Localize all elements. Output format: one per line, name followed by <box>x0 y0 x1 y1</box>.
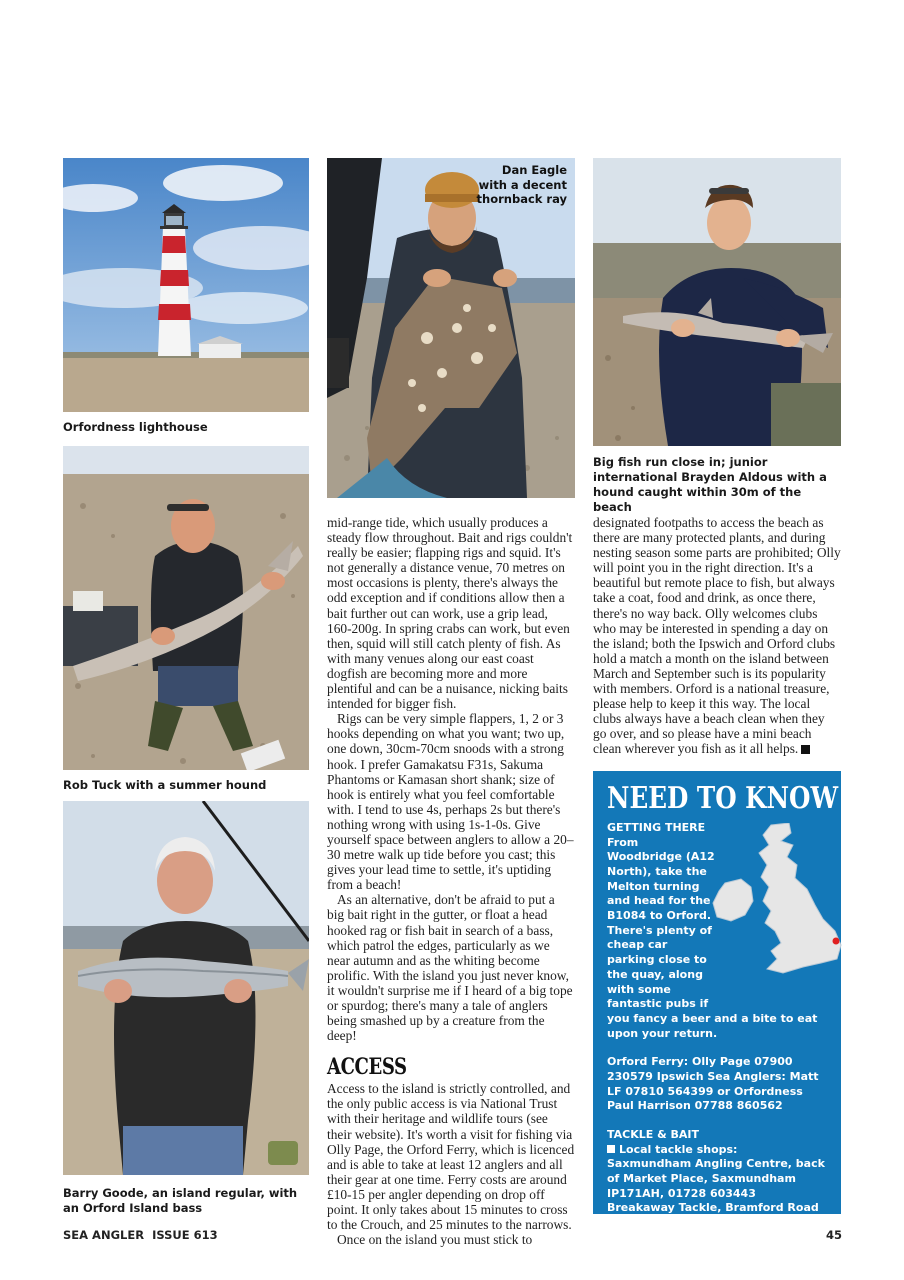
dan-eagle-caption: Dan Eagle with a decent thornback ray <box>476 163 567 206</box>
brayden-photo <box>593 158 841 446</box>
need-to-know-box <box>593 771 841 1230</box>
rob-tuck-photo <box>63 446 309 770</box>
article-paragraph: Once on the island you must stick to <box>337 1232 533 1248</box>
dan-eagle-photo <box>327 158 575 498</box>
uk-map-icon <box>711 823 861 983</box>
brayden-caption: Big fish run close in; junior international Brayden Aldous with a hound caught within 30m of the beach <box>593 455 827 514</box>
getting-there-text: From Woodbridge (A12 North), take the Melton turning and head for the B1084 to Orford. There's plenty of cheap car parking close to the quay, along with some fantastic pubs if <box>607 835 715 1011</box>
page-number: 45 <box>826 1228 843 1242</box>
rob-tuck-caption: Rob Tuck with a summer hound <box>63 778 267 792</box>
article-paragraph: designated footpaths to access the beach as there are many protected plants, and during nesting season some parts are prohibited; Olly will point you in the right direction. It's a beautiful but remote place to fish, but always take a coat, food and drink, as once there, there's no way back. Olly welcomes clubs who may be interested in spending a day on the island; both the Ipswich and Orford clubs hold a match a month on the island between March and September such is its popularity with members. Orford is a national treasure, please help to keep it this way. The local clubs always have a beach clean when they go over, and so please have a mini beach clean wherever you fish as it all helps. <box>593 515 841 757</box>
access-heading: ACCESS <box>327 1054 407 1081</box>
getting-there-heading: GETTING THERE <box>607 821 706 834</box>
article-paragraph: Access to the island is strictly controlled, and the only public access is via National Trust with their heritage and wildlife tours (see their website). It's worth a visit for fishing via Olly Page, the Orford Ferry, which is licenced and is able to take at least 12 anglers and all their gear at one time. Ferry costs are around £10-15 per angler depending on drop off point. It only takes about 15 minutes to cross to the Crouch, and 25 minutes to the narrows. <box>327 1081 575 1233</box>
lighthouse-caption: Orfordness lighthouse <box>63 420 208 434</box>
barry-goode-caption: Barry Goode, an island regular, with an Orford Island bass <box>63 1186 298 1215</box>
barry-goode-photo <box>63 801 309 1175</box>
article-column-3 <box>593 515 841 757</box>
issue-number: ISSUE 613 <box>152 1228 218 1242</box>
footer-magazine <box>63 1228 218 1242</box>
article-column-2 <box>327 515 575 1247</box>
getting-there-text-cont: you fancy a beer and a bite to eat upon your return. <box>607 1011 818 1040</box>
tackle-intro: Local tackle shops: <box>619 1142 738 1156</box>
tackle-shop-2: Breakaway Tackle, Bramford Road Ipswich, 01473 832822 <box>607 1201 819 1230</box>
article-paragraph: Rigs can be very simple flappers, 1, 2 or 3 hooks depending on what you want; two up, one down, 30cm-70cm snoods with a strong hook. I prefer Gamakatsu F31s, Sakuma Phantoms or Kamasan short shank; size of hook is entirely what you feel comfortable with. I tend to use 4s, perhaps 2s but there's nothing wrong with using 1s-1-0s. Give yourself space between anglers to allow a 20–30 metre walk up tide before you cast; this gives your lead time to settle, it's uptiding from a beach! <box>327 711 574 893</box>
tackle-heading: TACKLE & BAIT <box>607 1128 700 1142</box>
need-to-know-title: NEED TO KNOW <box>607 781 839 816</box>
lighthouse-photo <box>63 158 309 412</box>
article-paragraph: As an alternative, don't be afraid to put a big bait right in the gutter, or float a head hooked rag or fish bait in search of a bass, which patrol the edges, particularly as we near autumn and as the whiting become prolific. With the island you just never know, it wouldn't surprise me if I heard of a big tope or spurdog; there's many a tale of anglers being smashed up by a creature from the deep! <box>327 892 573 1044</box>
tackle-shop-1: Saxmundham Angling Centre, back of Market Place, Saxmundham IP171AH, 01728 603443 <box>607 1157 825 1200</box>
magazine-name: SEA ANGLER <box>63 1228 145 1242</box>
article-paragraph: mid-range tide, which usually produces a steady flow throughout. Bait and rigs couldn't really be easier; flapping rigs and squid. It's not generally a distance venue, 70 metres on most occasions is plenty, there's always the odd exception and if conditions allow then a bait further out can work, use a grip lead, 160-200g. In spring crabs can work, but even then, squid will still catch plenty of fish. As with many venues along our east coast dogfish are becoming more and more plentiful and can be a nuisance, nicking baits intended for bigger fish. <box>327 515 573 712</box>
bullet-icon <box>607 1145 615 1153</box>
contacts-text: Orford Ferry: Olly Page 07900 230579 Ipswich Sea Anglers: Matt LF 07810 564399 or Orfordness Paul Harrison 07788 860562 <box>607 1055 819 1113</box>
end-mark-icon <box>801 745 810 754</box>
